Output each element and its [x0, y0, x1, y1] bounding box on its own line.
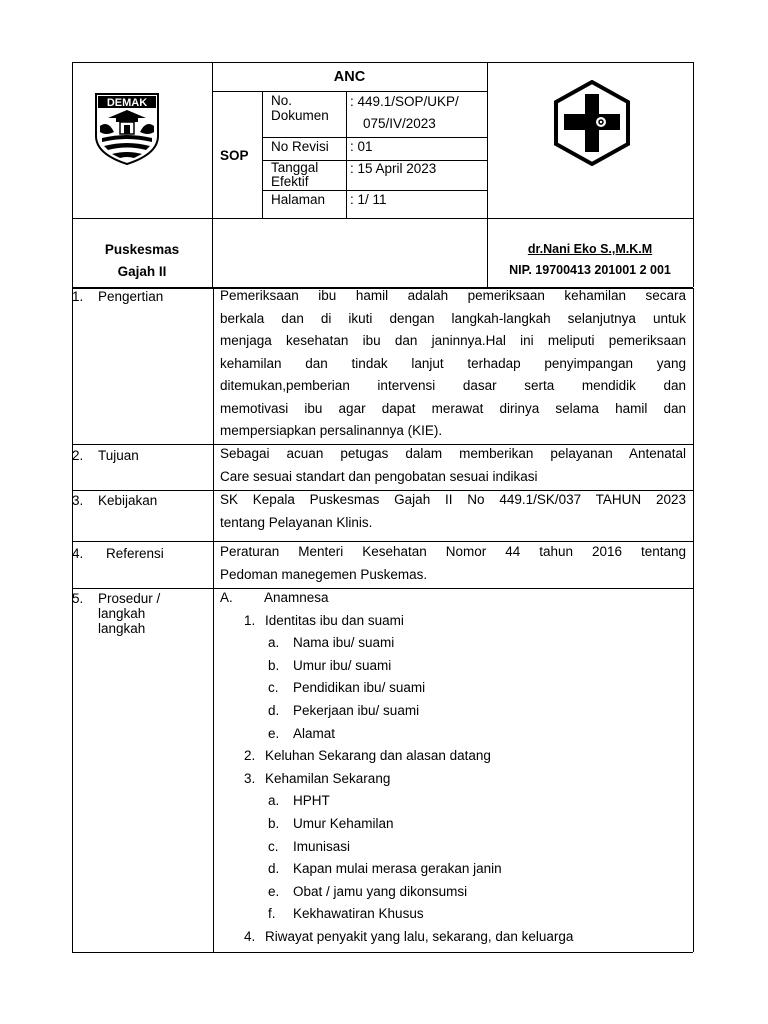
institution-name-line1: Puskesmas [104, 242, 180, 257]
list-marker: f. [268, 906, 276, 922]
page-label: Halaman [271, 192, 326, 207]
header-mid-border [72, 218, 693, 219]
list-marker: e. [268, 883, 280, 899]
kebijakan-number: 3. [72, 493, 84, 508]
list-marker: d. [268, 702, 280, 718]
list-item [220, 881, 686, 904]
kebijakan-text [220, 489, 686, 534]
pengertian-line: Pemeriksaan ibu hamil adalah pemeriksaan kehamilan secara [220, 288, 686, 303]
revision-value: : 01 [350, 139, 373, 154]
demak-logo-text: DEMAK [106, 97, 148, 109]
sop-label: SOP [220, 148, 249, 163]
list-marker: A. [220, 590, 233, 605]
pengertian-line: ditemukan,pemberian intervensi dasar serta mendidik dan [220, 378, 686, 393]
tujuan-line: Care sesuai standart dan pengobatan sesuai indikasi [220, 468, 538, 484]
list-item [220, 655, 686, 678]
effective-date-value: : 15 April 2023 [350, 161, 437, 176]
pengertian-number: 1. [72, 289, 84, 304]
signatory-nip: NIP. 19700413 201001 2 001 [509, 263, 671, 277]
list-item [220, 632, 686, 655]
pengertian-text [220, 285, 686, 443]
list-item [220, 813, 686, 836]
prosedur-label-line3: langkah [98, 621, 146, 636]
list-marker: 4. [244, 928, 256, 944]
header-top-border [72, 62, 693, 63]
pengertian-line: berkala dan di ikuti dengan langkah-langkah selanjutnya untuk [220, 310, 686, 326]
list-text: Nama ibu/ suami [293, 635, 395, 651]
header-col1-border [212, 62, 213, 287]
list-item [220, 926, 686, 949]
list-item [220, 836, 686, 859]
referensi-number: 4. [72, 546, 84, 561]
kebijakan-line: tentang Pelayanan Klinis. [220, 514, 373, 530]
list-marker: c. [268, 838, 279, 854]
list-text: Riwayat penyakit yang lalu, sekarang, dan keluarga [265, 928, 574, 944]
list-marker: a. [268, 793, 280, 809]
signatory-name: dr.Nani Eko S.,M.K.M [527, 242, 653, 256]
date-bottom-border [262, 190, 487, 191]
list-marker: e. [268, 725, 280, 741]
pengertian-line: memotivasi ibu agar dapat merawat dirinya selama hamil dan [220, 400, 686, 416]
pengertian-line: mempersiapkan persalinannya (KIE). [220, 423, 443, 438]
doc-no-value-line1: : 449.1/SOP/UKP/ [350, 94, 459, 109]
effective-date-label: Tanggal Efektif [271, 160, 319, 189]
list-marker: c. [268, 680, 279, 696]
list-item [220, 745, 686, 768]
list-item [220, 700, 686, 723]
prosedur-number: 5. [72, 591, 84, 606]
body-bottom-border [72, 952, 693, 953]
prosedur-label-line2: langkah [98, 606, 146, 621]
list-item [220, 858, 686, 881]
pengertian-line: menjaga kesehatan ibu dan janinnya.Hal ini meliputi pemeriksaan [220, 333, 686, 348]
list-text: Pendidikan ibu/ suami [293, 680, 426, 696]
tujuan-label: Tujuan [98, 448, 139, 463]
list-text: Kekhawatiran Khusus [293, 906, 424, 922]
referensi-line: Peraturan Menteri Kesehatan Nomor 44 tahun 2016 tentang [220, 544, 686, 559]
list-text: Kapan mulai merasa gerakan janin [293, 861, 502, 877]
list-text: Obat / jamu yang dikonsumsi [293, 883, 468, 899]
doc-no-value-line2: 075/IV/2023 [363, 116, 436, 131]
body-right-border [693, 288, 694, 952]
list-item [220, 587, 686, 610]
list-text: Kehamilan Sekarang [265, 770, 391, 786]
list-text: HPHT [293, 793, 330, 809]
kebijakan-label: Kebijakan [98, 493, 158, 508]
institution-name-line2: Gajah II [117, 264, 167, 279]
list-marker: b. [268, 815, 280, 831]
kebijakan-line: SK Kepala Puskesmas Gajah II No 449.1/SK/037 TAHUN 2023 [220, 492, 686, 507]
list-marker: 3. [244, 770, 256, 786]
list-item [220, 677, 686, 700]
prosedur-list [220, 587, 686, 949]
docno-bottom-border [262, 137, 487, 138]
list-text: Umur ibu/ suami [293, 657, 392, 673]
tujuan-number: 2. [72, 448, 84, 463]
title-bottom-border [212, 91, 487, 92]
referensi-line: Pedoman manegemen Puskemas. [220, 566, 428, 582]
list-item [220, 768, 686, 791]
tujuan-text [220, 443, 686, 488]
list-item [220, 903, 686, 926]
referensi-label: Referensi [106, 546, 164, 561]
page-value: : 1/ 11 [350, 192, 387, 207]
body-left-border [72, 288, 73, 952]
list-marker: 1. [244, 612, 256, 628]
list-text: Alamat [293, 725, 336, 741]
list-marker: d. [268, 861, 280, 877]
list-text: Pekerjaan ibu/ suami [293, 702, 420, 718]
prosedur-label-line1: Prosedur / [98, 591, 161, 606]
pengertian-label: Pengertian [98, 289, 164, 304]
document-title: ANC [333, 69, 366, 85]
list-marker: a. [268, 635, 280, 651]
revision-label: No Revisi [271, 139, 329, 154]
list-marker: 2. [244, 748, 256, 764]
demak-logo [94, 92, 160, 166]
list-marker: b. [268, 657, 280, 673]
list-item [220, 610, 686, 633]
tujuan-line: Sebagai acuan petugas dalam memberikan pelayanan Antenatal [220, 446, 686, 461]
puskesmas-logo [552, 80, 632, 166]
referensi-text [220, 541, 686, 586]
header-label-col-border [346, 91, 347, 218]
list-text: Identitas ibu dan suami [265, 612, 404, 628]
list-text: Umur Kehamilan [293, 815, 394, 831]
list-text: Keluhan Sekarang dan alasan datang [265, 748, 491, 764]
list-item [220, 723, 686, 746]
header-right-border [693, 62, 694, 287]
list-text: Anamnesa [264, 590, 329, 605]
list-item [220, 790, 686, 813]
doc-no-label: No. Dokumen [271, 93, 329, 123]
list-text: Imunisasi [293, 838, 351, 854]
header-sop-col-border [262, 91, 263, 218]
body-mid-border [213, 288, 214, 952]
pengertian-line: kehamilan dan tindak lanjut terhadap penyimpangan yang [220, 355, 686, 371]
